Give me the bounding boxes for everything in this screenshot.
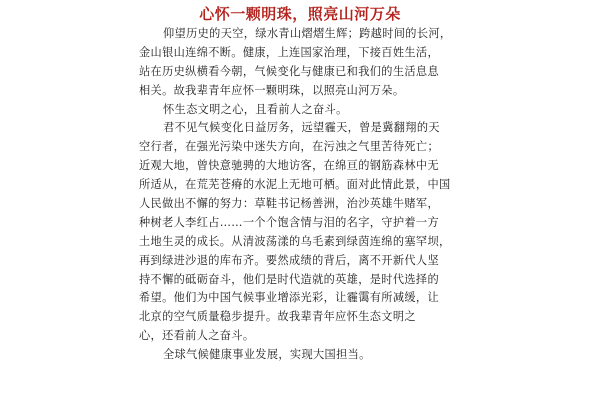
body-line: 站在历史纵横看今朝，气候变化与健康已和我们的生活息息	[139, 64, 439, 78]
body-line: 再到绿进沙退的库布齐。要然成绩的背后，离不开新代人坚	[139, 253, 439, 267]
body-line: 仰望历史的天空，绿水青山熠熠生辉；跨越时间的长河，	[163, 27, 452, 40]
body-line: 近观大地，曾快意驰骋的大地访客，在绵亘的钢筋森林中无	[139, 159, 439, 173]
body-line: 全球气候健康事业发展，实现大国担当。	[163, 348, 371, 362]
body-line: 心，还看前人之奋斗。	[139, 329, 255, 343]
body-line: 持不懈的砥砺奋斗，他们是时代造就的英雄，是时代选择的	[139, 272, 439, 286]
body-line: 希望。他们为中国气候事业增添光彩，让霾霭有所减缓，让	[139, 291, 439, 305]
body-line: 种树老人李红占……一个个饱含情与泪的名字，守护着一方	[139, 215, 439, 229]
body-line: 所适从，在荒芜苍瘠的水泥上无地可栖。面对此情此景，中国	[139, 178, 451, 192]
body-line: 怀生态文明之心，且看前人之奋斗。	[163, 102, 348, 116]
body-line: 空行者，在强光污染中迷失方向，在污浊之气里苦待死亡；	[139, 140, 439, 154]
body-line: 相关。故我辈青年应怀一颗明珠，以照亮山河万朵。	[139, 83, 405, 97]
body-line: 人民做出不懈的努力：草鞋书记杨善洲，治沙英雄牛赌军，	[139, 197, 439, 211]
body-line: 君不见气候变化日益厉务，远望霾天，曾是冀翻翔的天	[163, 121, 440, 135]
body-line: 土地生灵的成长。从清波荡漾的乌毛素到绿茵连绵的塞罕坝，	[139, 234, 451, 248]
body-line: 金山银山连绵不断。健康，上连国家治理，下接百姓生活，	[139, 45, 439, 59]
document-body	[139, 25, 469, 365]
document-title: 心怀一颗明珠，照亮山河万朵	[199, 5, 401, 23]
body-line: 北京的空气质量稳步提升。故我辈青年应怀生态文明之	[139, 310, 416, 324]
